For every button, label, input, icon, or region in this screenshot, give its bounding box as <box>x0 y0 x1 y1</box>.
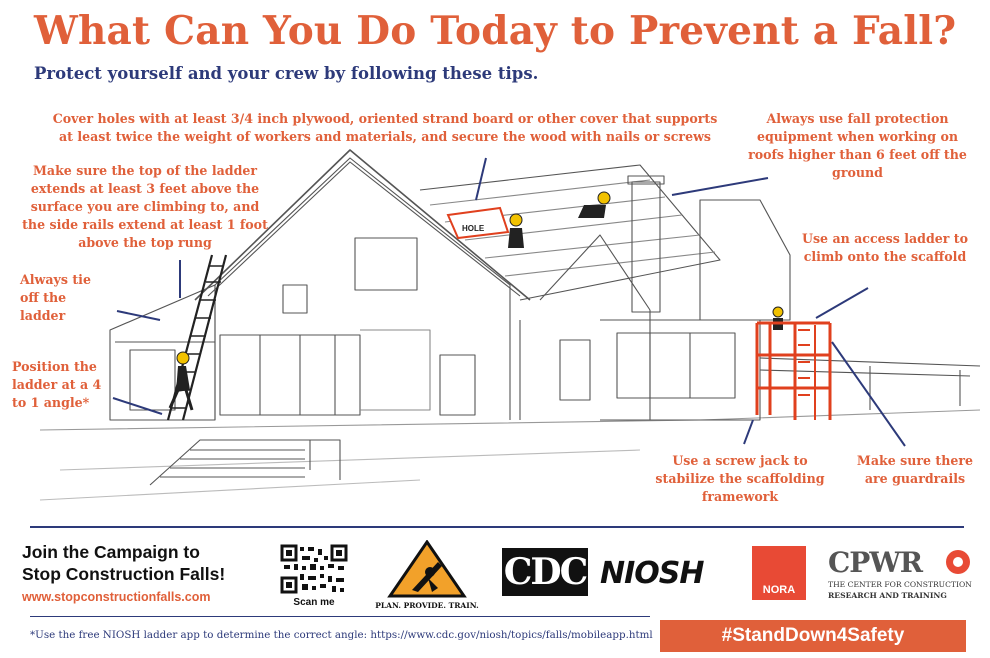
page-title: What Can You Do Today to Prevent a Fall? <box>34 8 957 54</box>
footnote: *Use the free NIOSH ladder app to determine the correct angle: https://www.cdc.gov/niosh/topics/falls/mobileapp.html <box>30 629 653 641</box>
tip-tie-off: Always tie off the ladder <box>20 272 91 323</box>
tip-cover-holes: Cover holes with at least 3/4 inch plywood, oriented strand board or other cover that supports at least twice the weight of workers and materials, and secure the wood with nails or screws <box>52 111 718 144</box>
page-subtitle: Protect yourself and your crew by following these tips. <box>34 64 539 83</box>
qr-code[interactable] <box>280 544 348 594</box>
tip-screw-jack: Use a screw jack to stabilize the scaffolding framework <box>655 453 825 504</box>
qr-label: Scan me <box>293 597 335 608</box>
hole-label: HOLE <box>462 224 485 233</box>
plan-provide-train-logo <box>372 540 482 612</box>
divider-top <box>30 526 964 528</box>
tip-ladder-top: Make sure the top of the ladder extends at least 3 feet above the surface you are climbing to, and the side rails extend at least 1 foot above the top rung <box>22 163 268 250</box>
divider-bottom <box>30 616 650 617</box>
hashtag-banner: #StandDown4Safety <box>660 620 966 652</box>
cdc-logo: CDC <box>502 548 588 596</box>
cpwr-logo: CPWR THE CENTER FOR CONSTRUCTION RESEARCH AND TRAINING <box>828 546 972 600</box>
cpwr-inner-circle-icon <box>953 557 963 567</box>
tip-ladder-angle: Position the ladder at a 4 to 1 angle* <box>12 359 102 410</box>
tip-guardrails: Make sure there are guardrails <box>856 453 974 486</box>
campaign-url-link[interactable]: www.stopconstructionfalls.com <box>22 590 211 604</box>
campaign-heading: Join the Campaign to Stop Construction Falls! <box>22 542 226 584</box>
tip-fall-protection: Always use fall protection equipment when working on roofs higher than 6 feet off the ground <box>748 111 967 180</box>
tip-access-ladder: Use an access ladder to climb onto the scaffold <box>801 231 969 264</box>
nora-logo: NORA <box>752 546 806 600</box>
niosh-logo: NIOSH <box>600 556 704 591</box>
svg-text:PLAN. PROVIDE. TRAIN.: PLAN. PROVIDE. TRAIN. <box>375 601 479 610</box>
